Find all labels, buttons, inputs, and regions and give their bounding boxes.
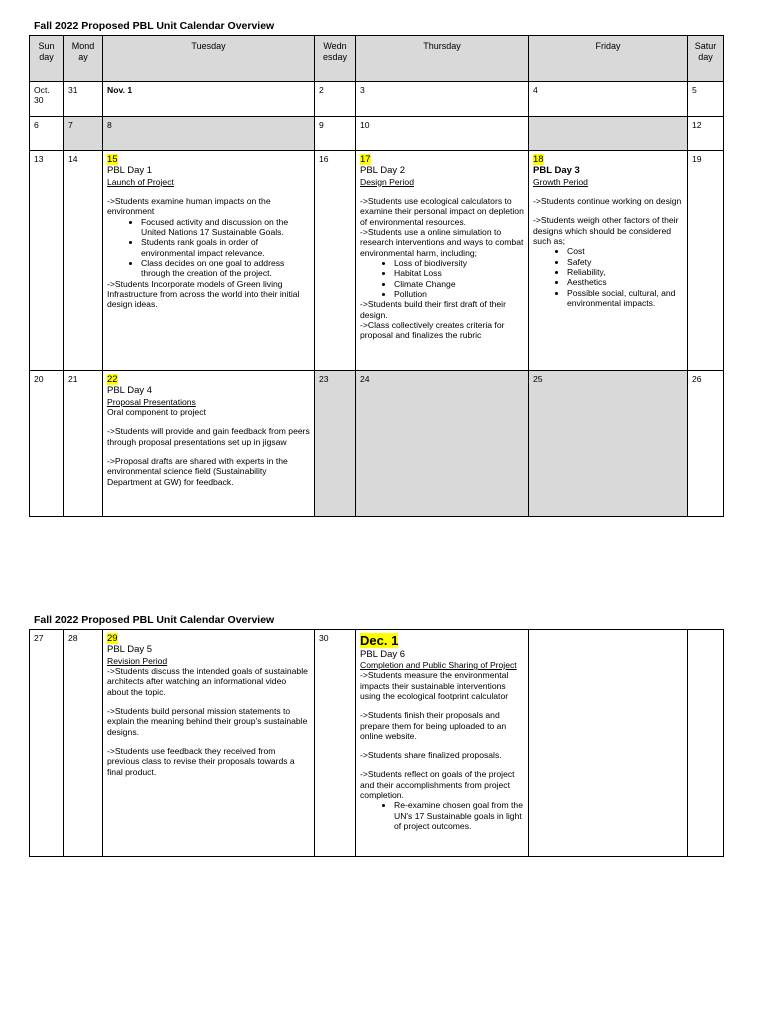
activity-text: ->Students use a online simulation to research interventions and ways to combat environmental harm, including; (360, 227, 524, 258)
date-highlight: Dec. 1 (360, 633, 399, 648)
pbl-day-label: PBL Day 2 (360, 165, 406, 177)
pbl-day-label: PBL Day 1 (107, 165, 153, 177)
activity-list (533, 246, 683, 308)
calendar-table-november (29, 35, 724, 517)
day-cell: 30 (315, 630, 356, 857)
day-cell: Nov. 1 (103, 82, 315, 117)
day-cell: 21 (64, 371, 103, 517)
period-label: Completion and Public Sharing of Project (360, 659, 517, 670)
day-cell: 31 (64, 82, 103, 117)
list-item: • Students rank goals in order of environmental impact relevance. (141, 237, 310, 258)
calendar-table-december (29, 629, 724, 857)
activity-text: Oral component to project (107, 407, 206, 418)
day-cell: 3 (356, 82, 529, 117)
activity-text: ->Students measure the environmental impacts their sustainable interventions using the ecological footprint calculator (360, 670, 509, 701)
day-cell: 27 (30, 630, 64, 857)
day-cell: 20 (30, 371, 64, 517)
date-highlight: 17 (360, 154, 371, 165)
page-title: Fall 2022 Proposed PBL Unit Calendar Overview (34, 20, 275, 32)
week-row-2 (30, 117, 724, 151)
activity-text: ->Proposal drafts are shared with experts in the environmental science field (Sustainability Department at GW) for feedback. (107, 456, 288, 487)
activity-list (360, 800, 524, 831)
header-thursday: Thursday (356, 36, 529, 82)
period-label: Design Period (360, 176, 414, 187)
day-cell: Oct. 30 (30, 82, 64, 117)
header-friday: Friday (529, 36, 688, 82)
list-item: • Reliability, (567, 267, 683, 277)
day-cell-pbl-day-5 (103, 630, 315, 857)
list-item: • Cost (567, 246, 683, 256)
activity-text: ->Students continue working on design (533, 196, 682, 207)
list-item: • Re-examine chosen goal from the UN's 17 Sustainable goals in light of project outcomes. (394, 800, 524, 831)
list-item: • Possible social, cultural, and environmental impacts. (567, 288, 683, 309)
day-cell: 2 (315, 82, 356, 117)
activity-text: ->Students use feedback they received from previous class to revise their proposals towards a final product. (107, 745, 295, 777)
header-tuesday: Tuesday (103, 36, 315, 82)
header-sunday: Sun day (30, 36, 64, 82)
day-cell-pbl-day-6 (356, 630, 529, 857)
activity-text: ->Students finish their proposals and prepare them for being uploaded to an online website. (360, 710, 507, 741)
day-cell: 6 (30, 117, 64, 151)
date-highlight: 22 (107, 374, 118, 385)
list-item: • Pollution (394, 289, 524, 299)
day-cell: 19 (688, 151, 724, 371)
pbl-day-label: PBL Day 5 (107, 644, 153, 656)
activity-text: ->Students build personal mission statements to explain the meaning behind their group's sustainable designs. (107, 706, 308, 737)
day-cell-empty (529, 630, 688, 857)
activity-text: ->Class collectively creates criteria for proposal and finalizes the rubric (360, 319, 505, 341)
day-cell: 4 (529, 82, 688, 117)
activity-list (360, 258, 524, 299)
header-monday: Mond ay (64, 36, 103, 82)
date-highlight: 29 (107, 633, 118, 644)
day-cell: 13 (30, 151, 64, 371)
list-item: • Climate Change (394, 279, 524, 289)
day-cell: 26 (688, 371, 724, 517)
activity-text: ->Students build their first draft of their design. (360, 299, 506, 320)
list-item: • Safety (567, 257, 683, 267)
day-cell: 23 (315, 371, 356, 517)
pbl-day-label: PBL Day 3 (533, 165, 580, 177)
date-highlight: 18 (533, 154, 544, 165)
day-cell: 25 (529, 371, 688, 517)
list-item: • Loss of biodiversity (394, 258, 524, 268)
list-item: • Focused activity and discussion on the United Nations 17 Sustainable Goals. (141, 217, 310, 238)
activity-text: ->Students Incorporate models of Green living Infrastructure from across the world into their initial design ideas. (107, 278, 300, 310)
period-label: Growth Period (533, 176, 588, 187)
activity-text: ->Students will provide and gain feedback from peers through proposal presentations set up in jigsaw (107, 426, 310, 447)
activity-text: ->Students discuss the intended goals of sustainable architects after watching an informational video about the topic. (107, 666, 308, 697)
header-wednesday: Wedn esday (315, 36, 356, 82)
day-cell-pbl-day-2 (356, 151, 529, 371)
header-row (30, 36, 724, 82)
day-cell: 12 (688, 117, 724, 151)
week-row-5 (30, 630, 724, 857)
day-cell: 14 (64, 151, 103, 371)
period-label: Proposal Presentations (107, 396, 196, 407)
activity-list (107, 217, 310, 279)
period-label: Revision Period (107, 655, 168, 666)
activity-text: ->Students use ecological calculators to examine their personal impact on depletion of environmental resources. (360, 196, 524, 227)
day-cell: 9 (315, 117, 356, 151)
pbl-day-label: PBL Day 6 (360, 648, 406, 660)
date-highlight: 15 (107, 154, 118, 165)
week-row-3 (30, 151, 724, 371)
day-cell-empty (688, 630, 724, 857)
day-cell-pbl-day-3 (529, 151, 688, 371)
header-saturday: Satur day (688, 36, 724, 82)
day-cell (529, 117, 688, 151)
list-item: • Class decides on one goal to address through the creation of the project. (141, 258, 310, 279)
pbl-day-label: PBL Day 4 (107, 385, 153, 397)
day-cell: 28 (64, 630, 103, 857)
activity-text: ->Students share finalized proposals. (360, 750, 502, 761)
list-item: • Habitat Loss (394, 268, 524, 278)
day-cell: 24 (356, 371, 529, 517)
list-item: • Aesthetics (567, 277, 683, 287)
activity-text: ->Students examine human impacts on the environment (107, 196, 271, 217)
period-label: Launch of Project (107, 176, 174, 187)
day-cell: 5 (688, 82, 724, 117)
day-cell-pbl-day-1 (103, 151, 315, 371)
day-cell: 7 (64, 117, 103, 151)
day-cell: 16 (315, 151, 356, 371)
activity-text: ->Students weigh other factors of their designs which should be considered such as; (533, 215, 679, 247)
day-cell-pbl-day-4 (103, 371, 315, 517)
week-row-1 (30, 82, 724, 117)
page-title: Fall 2022 Proposed PBL Unit Calendar Overview (34, 614, 275, 626)
day-cell: 10 (356, 117, 529, 151)
day-cell: 8 (103, 117, 315, 151)
week-row-4 (30, 371, 724, 517)
activity-text: ->Students reflect on goals of the project and their accomplishments from project completion. (360, 769, 515, 801)
